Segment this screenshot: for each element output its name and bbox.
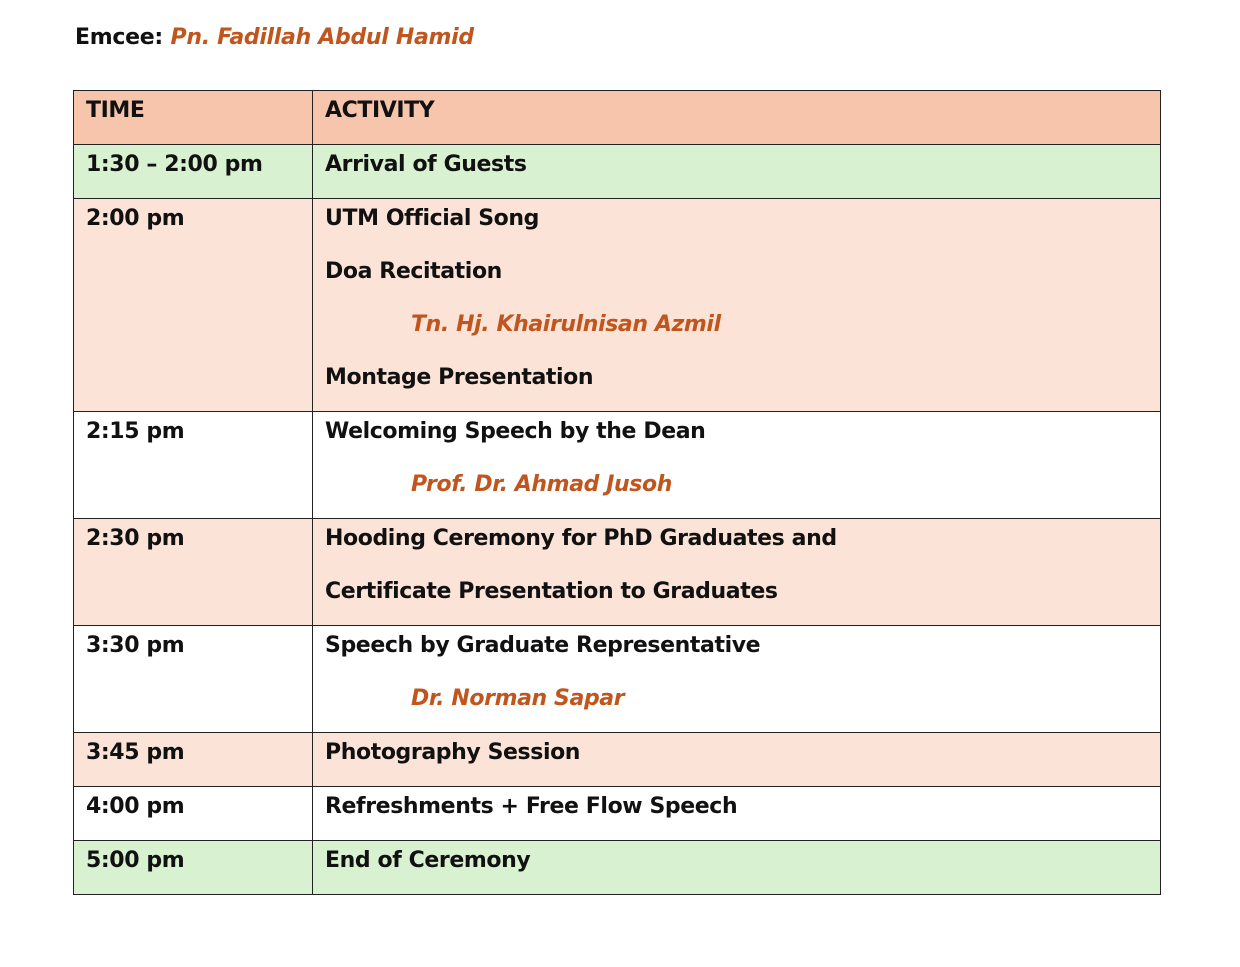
speaker-name: Tn. Hj. Khairulnisan Azmil [411,312,721,337]
time-value: 2:30 pm [86,526,185,551]
header-activity-label: ACTIVITY [325,98,435,123]
time-cell [74,787,313,841]
activity-item: Speech by Graduate Representative [325,633,761,658]
table-row [74,841,1161,895]
table-row [74,626,1161,733]
time-cell [74,626,313,733]
header-activity [313,91,1161,145]
time-value: 1:30 – 2:00 pm [86,152,263,177]
activity-item: Doa Recitation [325,259,502,284]
header-time-label: TIME [86,98,145,123]
speaker-name: Prof. Dr. Ahmad Jusoh [411,472,672,497]
time-cell [74,519,313,626]
activity-cell [313,626,1161,733]
emcee-label: Emcee: [75,25,163,50]
activity-item: Montage Presentation [325,365,594,390]
activity-item: Hooding Ceremony for PhD Graduates and [325,526,837,551]
activity-cell [313,787,1161,841]
time-cell [74,199,313,412]
table-row [74,145,1161,199]
activity-cell [313,145,1161,199]
time-value: 2:00 pm [86,206,185,231]
time-value: 5:00 pm [86,848,185,873]
activity-cell [313,841,1161,895]
activity-item: Photography Session [325,740,581,765]
activity-cell [313,733,1161,787]
time-value: 3:45 pm [86,740,185,765]
speaker-name: Dr. Norman Sapar [411,686,625,711]
emcee-name: Pn. Fadillah Abdul Hamid [170,25,474,50]
activity-item: Welcoming Speech by the Dean [325,419,706,444]
activity-item: End of Ceremony [325,848,531,873]
activity-item: Certificate Presentation to Graduates [325,579,778,604]
table-row [74,412,1161,519]
time-cell [74,841,313,895]
table-header-row [74,91,1161,145]
emcee-line [75,22,474,54]
activity-item: Refreshments + Free Flow Speech [325,794,738,819]
time-value: 2:15 pm [86,419,185,444]
agenda-table [73,90,1161,895]
activity-cell [313,412,1161,519]
time-cell [74,145,313,199]
time-cell [74,733,313,787]
table-row [74,787,1161,841]
table-row [74,519,1161,626]
table-row [74,199,1161,412]
activity-cell [313,199,1161,412]
table-row [74,733,1161,787]
activity-item: UTM Official Song [325,206,540,231]
activity-cell [313,519,1161,626]
time-cell [74,412,313,519]
header-time [74,91,313,145]
activity-item: Arrival of Guests [325,152,527,177]
time-value: 3:30 pm [86,633,185,658]
time-value: 4:00 pm [86,794,185,819]
